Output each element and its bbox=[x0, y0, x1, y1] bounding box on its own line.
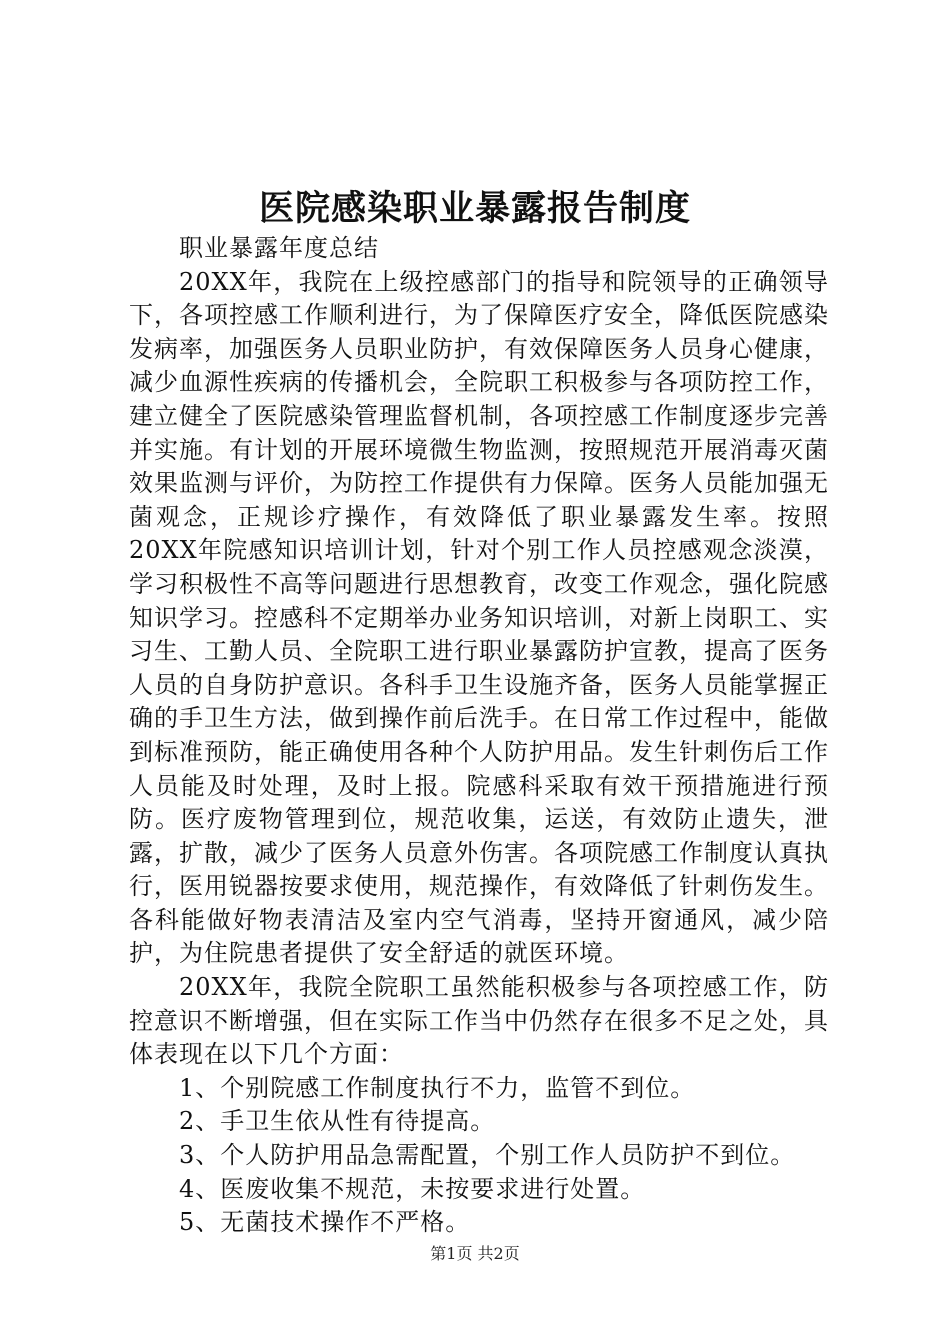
list-item: 1、个别院感工作制度执行不力，监管不到位。 bbox=[179, 1073, 696, 1102]
list-item: 3、个人防护用品急需配置，个别工作人员防护不到位。 bbox=[179, 1141, 796, 1170]
paragraph: 20XX年，我院在上级控感部门的指导和院领导的正确领导下，各项控感工作顺利进行，为了保障医疗安全，降低医院感染发病率，加强医务人员职业防护，有效保障医务人员身心健康，减少血源性疾病的传播机会，全院职工积极参与各项防控工作，建立健全了医院感染管理监督机制，各项控感工作制度逐步完善并实施。有计划的开展环境微生物监测，按照规范开展消毒灭菌效果监测与评价，为防控工作提供有力保障。医务人员能加强无菌观念，正规诊疗操作，有效降低了职业暴露发生率。按照20XX年院感知识培训计划，针对个别工作人员控感观念淡漠，学习积极性不高等问题进行思想教育，改变工作观念，强化院感知识学习。控感科不定期举办业务知识培训，对新上岗职工、实习生、工勤人员、全院职工进行职业暴露防护宣教，提高了医务人员的自身防护意识。各科手卫生设施齐备，医务人员能掌握正确的手卫生方法，做到操作前后洗手。在日常工作过程中，能做到标准预防，能正确使用各种个人防护用品。发生针刺伤后工作人员能及时处理，及时上报。院感科采取有效干预措施进行预防。医疗废物管理到位，规范收集，运送，有效防止遗失，泄露，扩散，减少了医务人员意外伤害。各项院感工作制度认真执行，医用锐器按要求使用，规范操作，有效降低了针刺伤发生。各科能做好物表清洁及室内空气消毒，坚持开窗通风，减少陪护，为住院患者提供了安全舒适的就医环境。 bbox=[129, 267, 829, 968]
list-item: 4、医废收集不规范，未按要求进行处置。 bbox=[179, 1174, 646, 1203]
list-item: 2、手卫生依从性有待提高。 bbox=[179, 1107, 496, 1136]
document-body bbox=[129, 232, 829, 1240]
paragraph: 20XX年，我院全院职工虽然能积极参与各项控感工作，防控意识不断增强，但在实际工作当中仍然存在很多不足之处，具体表现在以下几个方面： bbox=[129, 973, 829, 1069]
document-title: 医院感染职业暴露报告制度 bbox=[258, 188, 691, 229]
document-subtitle: 职业暴露年度总结 bbox=[179, 234, 379, 262]
page-indicator: 第1页 共2页 bbox=[430, 1244, 520, 1263]
list-item: 5、无菌技术操作不严格。 bbox=[179, 1208, 471, 1237]
